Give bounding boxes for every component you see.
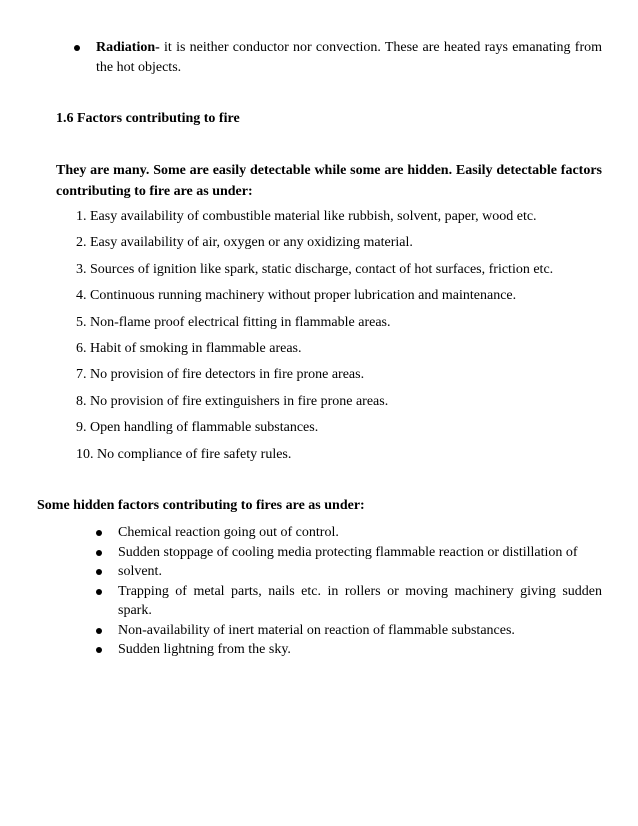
hidden-factors-heading: Some hidden factors contributing to fires are as under: — [37, 498, 365, 513]
list-item: 8. No provision of fire extinguishers in fire prone areas. — [76, 393, 389, 409]
list-item-text: Trapping of metal parts, nails etc. in rollers or moving machinery giving sudden spark. — [118, 583, 602, 618]
list-item — [96, 621, 602, 641]
list-item: 9. Open handling of flammable substances. — [76, 420, 319, 436]
bullet-icon — [74, 45, 80, 51]
list-item: 4. Continuous running machinery without proper lubrication and maintenance. — [76, 288, 517, 304]
section-heading: 1.6 Factors contributing to fire — [56, 111, 240, 126]
bullet-icon — [96, 647, 102, 653]
list-item — [96, 562, 602, 582]
radiation-text: it is neither conductor nor convection. These are heated rays emanating from the hot objects. — [96, 40, 602, 75]
list-item — [96, 640, 602, 660]
list-item — [74, 38, 602, 78]
list-item: 10. No compliance of fire safety rules. — [76, 446, 292, 462]
bullet-icon — [96, 628, 102, 634]
list-item: 7. No provision of fire detectors in fire prone areas. — [76, 367, 365, 383]
list-item-text: Non-availability of inert material on reaction of flammable substances. — [118, 622, 515, 638]
list-item: 6. Habit of smoking in flammable areas. — [76, 340, 302, 356]
factors-list — [76, 208, 606, 472]
list-item-text: Sudden stoppage of cooling media protecting flammable reaction or distillation of — [118, 544, 578, 560]
hidden-factors-list — [96, 523, 602, 660]
list-item-text: Sudden lightning from the sky. — [118, 642, 291, 657]
radiation-term: Radiation- — [96, 40, 160, 55]
bullet-icon — [96, 530, 102, 536]
list-item: 5. Non-flame proof electrical fitting in flammable areas. — [76, 314, 391, 330]
bullet-icon — [96, 550, 102, 556]
list-item — [96, 523, 602, 543]
intro-paragraph: They are many. Some are easily detectable while some are hidden. Easily detectable factors contributing to fire are as under: — [56, 163, 602, 199]
list-item — [96, 543, 602, 563]
bullet-icon — [96, 589, 102, 595]
list-item-text: Chemical reaction going out of control. — [118, 525, 339, 540]
list-item: 2. Easy availability of air, oxygen or any oxidizing material. — [76, 235, 413, 251]
list-item: 1. Easy availability of combustible material like rubbish, solvent, paper, wood etc. — [76, 209, 537, 224]
list-item: 3. Sources of ignition like spark, static discharge, contact of hot surfaces, friction etc. — [76, 261, 554, 277]
list-item — [96, 582, 602, 621]
bullet-icon — [96, 569, 102, 575]
list-item-text: solvent. — [118, 564, 162, 579]
radiation-bullet — [74, 38, 602, 78]
